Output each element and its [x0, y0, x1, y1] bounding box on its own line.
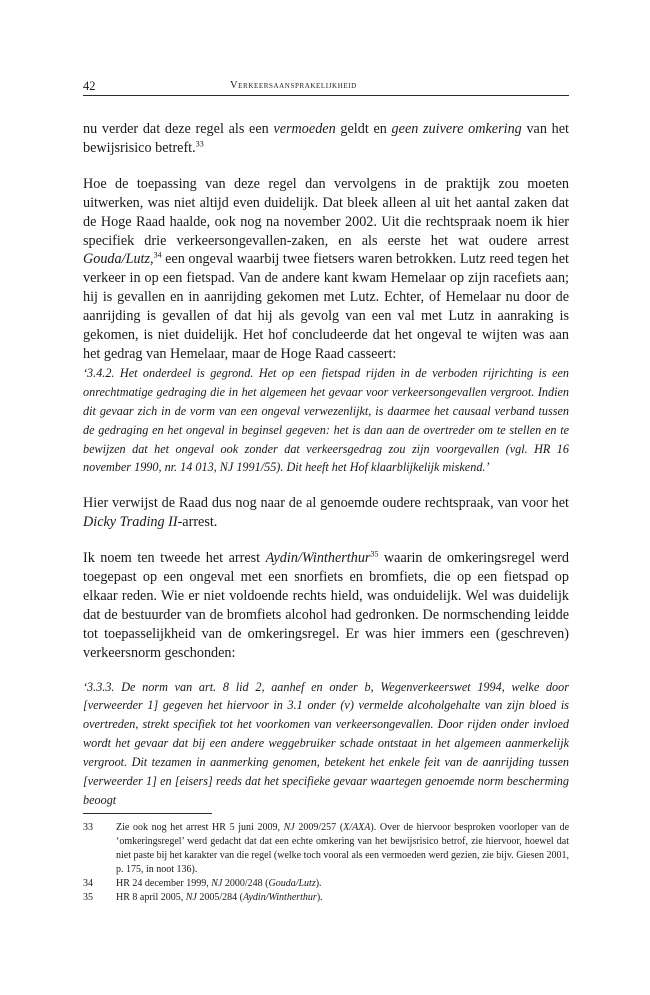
emphasis-geen-zuivere-omkering: geen zuivere omkering [391, 121, 522, 137]
text-run: 2005/284 ( [196, 892, 243, 904]
running-header [83, 79, 569, 96]
page-number: 42 [83, 79, 96, 93]
text-run: Hoe de toepassing van deze regel dan vervolgens in de praktijk zou moeten uitwerken, was niet altijd even duidelijk. Dat bleek alleen al uit het aantal zaken dat de Hoge Raad haalde, ook nog na november 2002. Uit die rechtspraak noem ik hier specifiek drie verkeersongevallen-zaken, en als eerste het wat oudere arrest [83, 175, 569, 249]
footnote-ref-35[interactable]: 35 [370, 549, 379, 559]
journal-abbrev: NJ [185, 892, 197, 904]
footnote-ref-34[interactable]: 34 [153, 250, 162, 260]
journal-abbrev: NJ [283, 822, 295, 833]
text-run: geldt en [335, 121, 392, 137]
footnote-33 [83, 821, 569, 877]
text-run: -arrest. [177, 514, 218, 531]
text-run: HR 8 april 2005, [116, 892, 186, 904]
case-name: X/AXA [343, 822, 371, 833]
text-run: waarin de omkeringsregel werd toegepast op een ongeval met een snorfiets en bromfiets, die op een fietspad op elkaar reden. Wie er niet voldoende rechts hield, was onduidelijk. Wel was duidelijk dat de bestuurder van de bromfiets alcohol had gedronken. De normschending leidde tot toepasselijkheid van de omkeringsregel. Er was hier immers een (geschreven) verkeersnorm geschonden: [83, 550, 569, 661]
text-run: Zie ook nog het arrest HR 5 juni 2009, [116, 822, 284, 833]
paragraph-1 [83, 120, 569, 158]
footnote-text [116, 891, 569, 905]
block-quote-1: ‘3.4.2. Het onderdeel is gegrond. Het op een fietspad rijden in de verboden rijrichting is een onrechtmatige gedraging die in het algemeen het gevaar voor verkeersongevallen vergroot. Indien dit gevaar zich in de vorm van een ongeval verwezenlijkt, is daarmee het causaal verband tussen de gedraging en het ongeval in beginsel gegeven: het is dan aan de overtreder om te stellen en te bewijzen dat het ongeval ook zonder dat verkeersgedrag zou zijn voorgevallen (vgl. HR 16 november 1990, nr. 14 013, NJ 1991/55). Dit heeft het Hof klaarblijkelijk miskend.’ [83, 365, 569, 475]
case-name-gouda-lutz: Gouda/Lutz [83, 251, 151, 268]
case-name: Aydin/Wintherthur [242, 892, 317, 904]
text-run: ). [315, 878, 322, 890]
footnote-35 [83, 891, 569, 905]
footnote-number: 34 [83, 878, 93, 890]
text-run: 2000/248 ( [222, 878, 269, 890]
footnote-ref-33[interactable]: 33 [195, 139, 204, 149]
block-quote-2: ‘3.3.3. De norm van art. 8 lid 2, aanhef en onder b, Wegenverkeerswet 1994, welke door [verweerder 1] gegeven het hiervoor in 3.1 onder (v) vermelde alcoholgehalte van zijn bloed is overtreden, strekt specifiek tot het voorkomen van verkeersongevallen. Door rijden onder invloed wordt het gevaar dat bij een andere weggebruiker schade ontstaat in het algemeen aanmerkelijk vergroot. Dit tezamen in aanmerking genomen, betekent het enkele feit van de aanrijding tussen [verweerder 1] en [eisers] reeds dat het specifieke gevaar waartegen genoemde norm bescherming beoogt [83, 679, 569, 807]
case-name-aydin-wintherthur: Aydin/Wintherthur [265, 550, 371, 567]
case-name-dicky-trading: Dicky Trading II [83, 514, 178, 531]
footnote-number: 33 [83, 822, 93, 833]
footnote-divider [83, 813, 212, 814]
body-text [83, 120, 569, 810]
text-run: ). [316, 892, 323, 904]
text-run: Hier verwijst de Raad dus nog naar de al genoemde oudere rechtspraak, van voor het [83, 495, 569, 512]
journal-abbrev: NJ [211, 878, 223, 890]
footnote-text [116, 877, 569, 891]
text-run: HR 24 december 1999, [116, 878, 212, 890]
paragraph-3 [83, 494, 569, 532]
text-run: van het bewijsrisico betreft. [83, 121, 569, 156]
text-run: , [150, 251, 154, 268]
footnotes [83, 821, 569, 906]
text-run: Ik noem ten tweede het arrest [83, 550, 266, 567]
footnote-text [116, 821, 569, 877]
paragraph-2 [83, 175, 569, 364]
text-run: een ongeval waarbij twee fietsers waren betrokken. Lutz reed tegen het verkeer in op een fietspad. Van de andere kant kwam Hemelaar op zijn racefiets aan; hij is gevallen en in aanrijding gekomen met Lutz. Echter, of Hemelaar nu door de aanrijding is gevallen of dat hij als gevolg van een val met Lutz in aanraking is gekomen, is niet duidelijk. Het hof concludeerde dat het ongeval te wijten was aan het gedrag van Hemelaar, maar de Hoge Raad casseert: [83, 251, 569, 362]
case-name: Gouda/Lutz [268, 878, 316, 890]
footnote-number: 35 [83, 892, 93, 904]
footnote-34 [83, 877, 569, 891]
text-run: nu verder dat deze regel als een [83, 121, 274, 137]
text-run: ). Over de hiervoor besproken voorloper van de ‘omkeringsregel’ werd gedacht dat dat een echte omkering van het bewijsrisico betrof, zie hiervoor, hoewel dat niet paste bij het karakter van die regel (welke toch vooral als een vermoeden werd gezien, zie bijv. Giesen 2001, p. 175, in noot 136). [116, 822, 570, 876]
running-title: Verkeersaansprakelijkheid [230, 80, 357, 91]
text-run: 2009/257 ( [294, 822, 344, 833]
emphasis-vermoeden: vermoeden [273, 121, 336, 137]
paragraph-4 [83, 549, 569, 662]
